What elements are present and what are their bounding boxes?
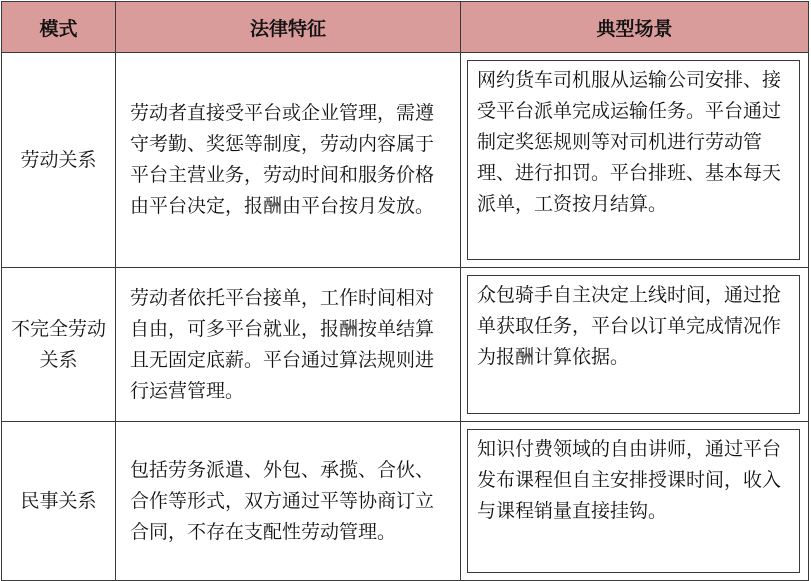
legal-features-cell: 包括劳务派遣、外包、承揽、合伙、合作等形式，双方通过平等协商订立合同，不存在支配性劳动管理。 (116, 422, 461, 581)
mode-cell: 不完全劳动关系 (2, 268, 116, 422)
header-typical-scenarios: 典型场景 (461, 2, 809, 53)
table-row (2, 53, 809, 268)
scenario-box: 网约货车司机服从运输公司安排、接受平台派单完成运输任务。平台通过制定奖惩规则等对司机进行劳动管理、进行扣罚。平台排班、基本每天派单，工资按月结算。 (467, 60, 800, 260)
table-row (2, 422, 809, 581)
scenario-cell (461, 53, 809, 268)
header-legal-features: 法律特征 (116, 2, 461, 53)
mode-cell: 民事关系 (2, 422, 116, 581)
scenario-box: 知识付费领域的自由讲师，通过平台发布课程但自主安排授课时间，收入与课程销量直接挂钩。 (467, 429, 800, 573)
legal-features-cell: 劳动者直接受平台或企业管理，需遵守考勤、奖惩等制度，劳动内容属于平台主营业务，劳动时间和服务价格由平台决定，报酬由平台按月发放。 (116, 53, 461, 268)
table-row (2, 268, 809, 422)
table-header-row (2, 2, 809, 53)
header-mode: 模式 (2, 2, 116, 53)
scenario-box: 众包骑手自主决定上线时间，通过抢单获取任务，平台以订单完成情况作为报酬计算依据。 (467, 275, 800, 414)
scenario-cell (461, 268, 809, 422)
scenario-cell (461, 422, 809, 581)
labor-relations-table (1, 1, 809, 581)
legal-features-cell: 劳动者依托平台接单，工作时间相对自由，可多平台就业，报酬按单结算且无固定底薪。平台通过算法规则进行运营管理。 (116, 268, 461, 422)
mode-cell: 劳动关系 (2, 53, 116, 268)
